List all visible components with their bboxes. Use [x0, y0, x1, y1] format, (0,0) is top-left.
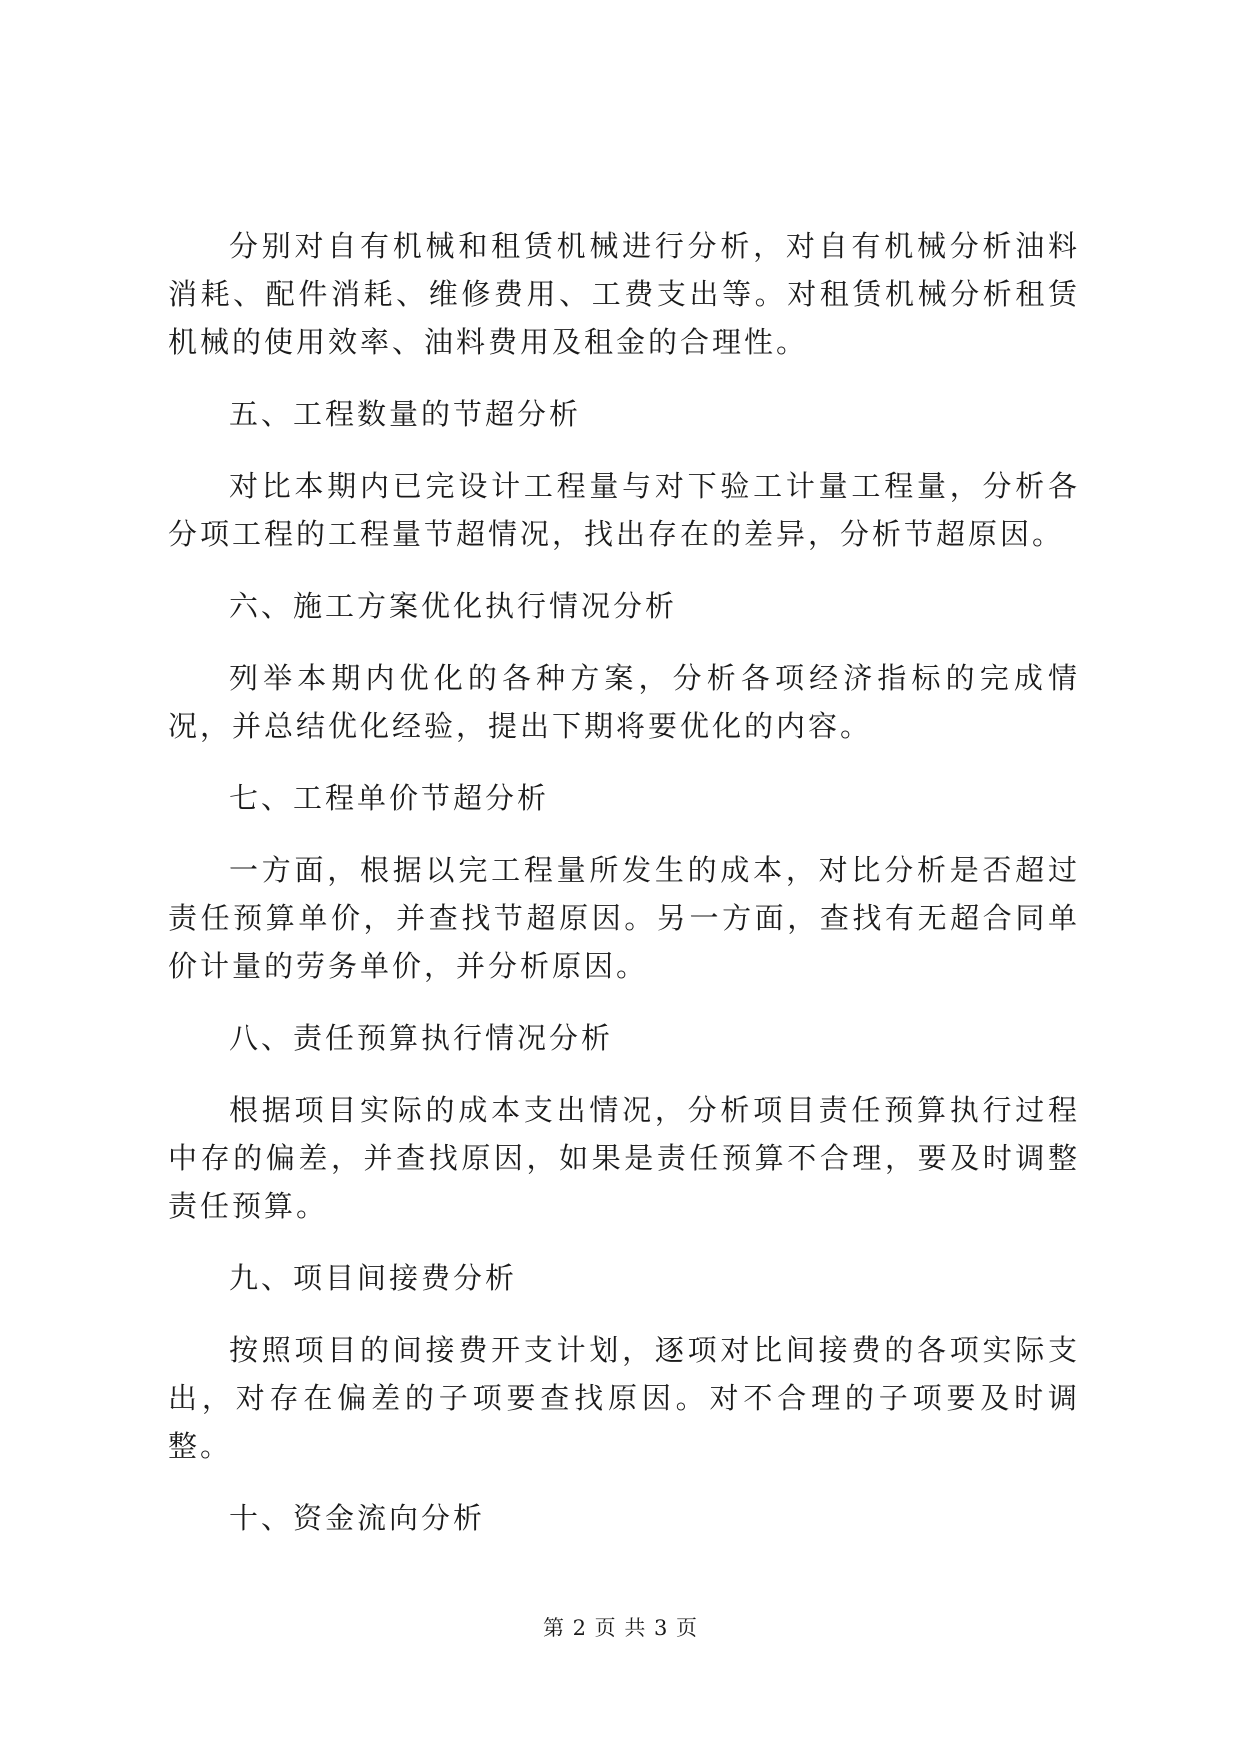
section-heading-10: 十、资金流向分析 [229, 1501, 486, 1535]
paragraph-budget-execution: 根据项目实际的成本支出情况，分析项目责任预算执行过程中存的偏差，并查找原因，如果是责任预算不合理，要及时调整责任预算。 [168, 1093, 1080, 1223]
paragraph-unit-price-analysis: 一方面，根据以完工程量所发生的成本，对比分析是否超过责任预算单价，并查找节超原因。另一方面，查找有无超合同单价计量的劳务单价，并分析原因。 [168, 853, 1080, 983]
section-heading-8: 八、责任预算执行情况分析 [229, 1021, 614, 1055]
document-body [168, 222, 1080, 1566]
paragraph-indirect-cost: 按照项目的间接费开支计划，逐项对比间接费的各项实际支出，对存在偏差的子项要查找原因。对不合理的子项要及时调整。 [168, 1333, 1080, 1463]
page-number-footer: 第 2 页 共 3 页 [542, 1616, 699, 1640]
section-heading-5: 五、工程数量的节超分析 [229, 397, 582, 431]
section-heading-7: 七、工程单价节超分析 [229, 781, 550, 815]
paragraph-plan-optimization: 列举本期内优化的各种方案，分析各项经济指标的完成情况，并总结优化经验，提出下期将要优化的内容。 [168, 661, 1080, 743]
section-heading-6: 六、施工方案优化执行情况分析 [229, 589, 678, 623]
paragraph-machinery-analysis: 分别对自有机械和租赁机械进行分析，对自有机械分析油料消耗、配件消耗、维修费用、工费支出等。对租赁机械分析租赁机械的使用效率、油料费用及租金的合理性。 [168, 229, 1080, 359]
paragraph-quantity-analysis: 对比本期内已完设计工程量与对下验工计量工程量，分析各分项工程的工程量节超情况，找出存在的差异，分析节超原因。 [168, 469, 1080, 551]
section-heading-9: 九、项目间接费分析 [229, 1261, 518, 1295]
